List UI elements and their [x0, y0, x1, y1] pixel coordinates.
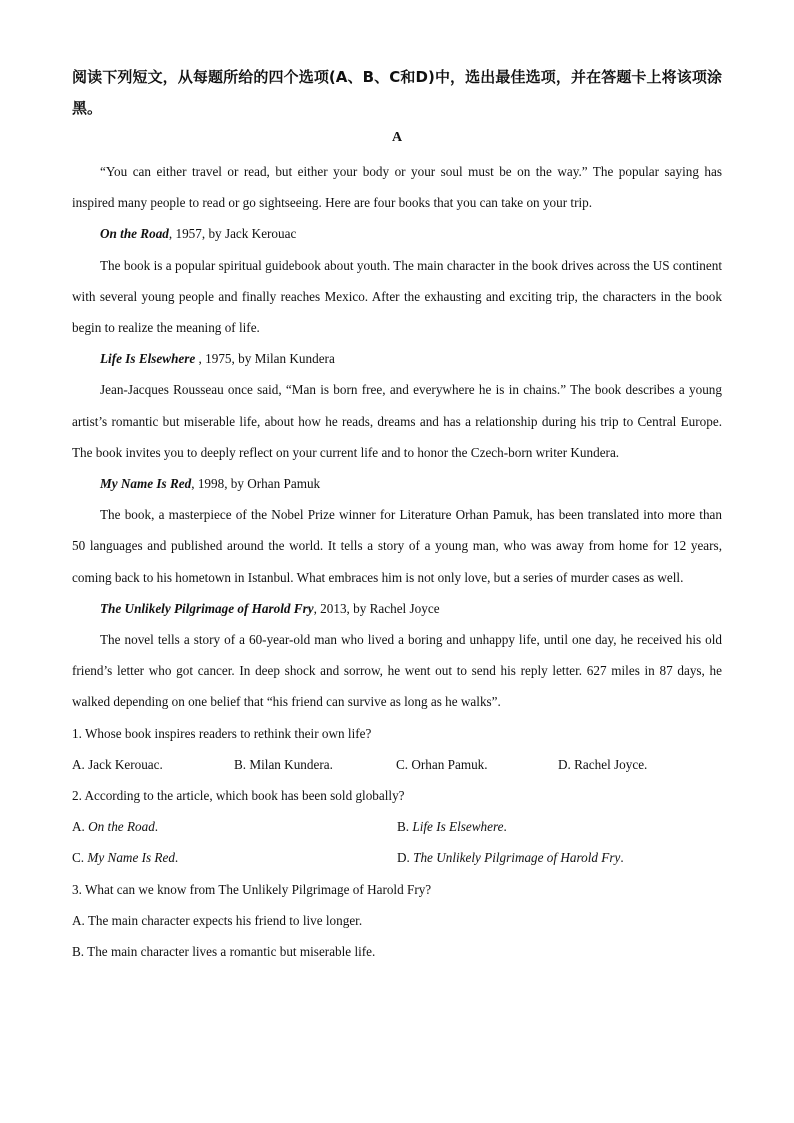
option-suffix: .	[174, 850, 179, 866]
book-heading	[72, 343, 722, 374]
option-prefix: A.	[72, 819, 89, 835]
option-a: A. Jack Kerouac.	[72, 756, 163, 772]
section-label: A	[391, 130, 403, 145]
option-title: Life Is Elsewhere	[412, 819, 504, 835]
book-heading	[72, 593, 722, 624]
intro-paragraph: “You can either travel or read, but either your body or your soul must be on the way.” The popular saying has inspired many people to read or go sightseeing. Here are four books that you can take on your trip.	[72, 164, 722, 211]
option-b	[397, 811, 722, 842]
book-heading	[72, 218, 722, 249]
book-meta: , 2013, by Rachel Joyce	[313, 600, 440, 616]
book-meta: , 1957, by Jack Kerouac	[168, 226, 297, 242]
book-heading	[72, 468, 722, 499]
question-2-stem: 2. According to the article, which book has been sold globally?	[72, 788, 405, 804]
book-description: The book, a masterpiece of the Nobel Prize winner for Literature Orhan Pamuk, has been translated into more than 50 languages and published around the world. It tells a story of a young man, who was away from home for 12 years, coming back to his hometown in Istanbul. What embraces him is not only love, but a series of murder cases as well.	[72, 507, 722, 585]
question-1-stem: 1. Whose book inspires readers to rethink their own life?	[72, 725, 372, 741]
option-c	[72, 842, 397, 873]
option-suffix: .	[154, 819, 159, 835]
option-a: A. The main character expects his friend to live longer.	[72, 912, 363, 928]
option-d: D. Rachel Joyce.	[558, 756, 648, 772]
book-title: Life Is Elsewhere	[100, 351, 196, 367]
option-c: C. Orhan Pamuk.	[396, 756, 488, 772]
option-a	[72, 811, 397, 842]
option-suffix: .	[620, 850, 624, 866]
option-b: B. Milan Kundera.	[234, 756, 333, 772]
option-title: The Unlikely Pilgrimage of Harold Fry	[413, 850, 621, 866]
option-title: My Name Is Red	[87, 850, 175, 866]
question-2-options-row-1	[72, 811, 722, 842]
document-page	[72, 62, 722, 967]
question-3-stem: 3. What can we know from The Unlikely Pilgrimage of Harold Fry?	[72, 881, 432, 897]
option-d	[397, 842, 722, 873]
option-b: B. The main character lives a romantic but miserable life.	[72, 944, 376, 960]
book-meta: , 1998, by Orhan Pamuk	[191, 476, 321, 492]
book-meta: , 1975, by Milan Kundera	[195, 351, 335, 367]
question-2-options-row-2	[72, 842, 722, 873]
book-title: My Name Is Red	[100, 476, 192, 492]
option-title: On the Road	[88, 819, 155, 835]
option-prefix: B.	[397, 819, 413, 835]
instructions: 阅读下列短文，从每题所给的四个选项(A、B、C和D)中，选出最佳选项，并在答题卡上将该项涂黑。	[72, 68, 722, 117]
book-title: On the Road	[100, 226, 169, 242]
book-description: The novel tells a story of a 60-year-old man who lived a boring and unhappy life, until one day, he received his old friend’s letter who got cancer. In deep shock and sorrow, he went out to send his reply letter. 627 miles in 87 days, he walked depending on one belief that “his friend can survive as long as he walks”.	[72, 632, 722, 710]
option-prefix: D.	[397, 850, 414, 866]
book-description: Jean-Jacques Rousseau once said, “Man is born free, and everywhere he is in chains.” The book describes a young artist’s romantic but miserable life, about how he reads, dreams and has a relationship during his trip to Central Europe. The book invites you to deeply reflect on your current life and to honor the Czech-born writer Kundera.	[72, 382, 722, 460]
option-suffix: .	[503, 819, 507, 835]
book-description: The book is a popular spiritual guidebook about youth. The main character in the book drives across the US continent with several young people and finally reaches Mexico. After the exhausting and exciting trip, the characters in the book begin to realize the meaning of life.	[72, 257, 722, 336]
book-title: The Unlikely Pilgrimage of Harold Fry	[100, 600, 314, 616]
question-1-options	[72, 749, 722, 780]
option-prefix: C.	[72, 850, 88, 866]
